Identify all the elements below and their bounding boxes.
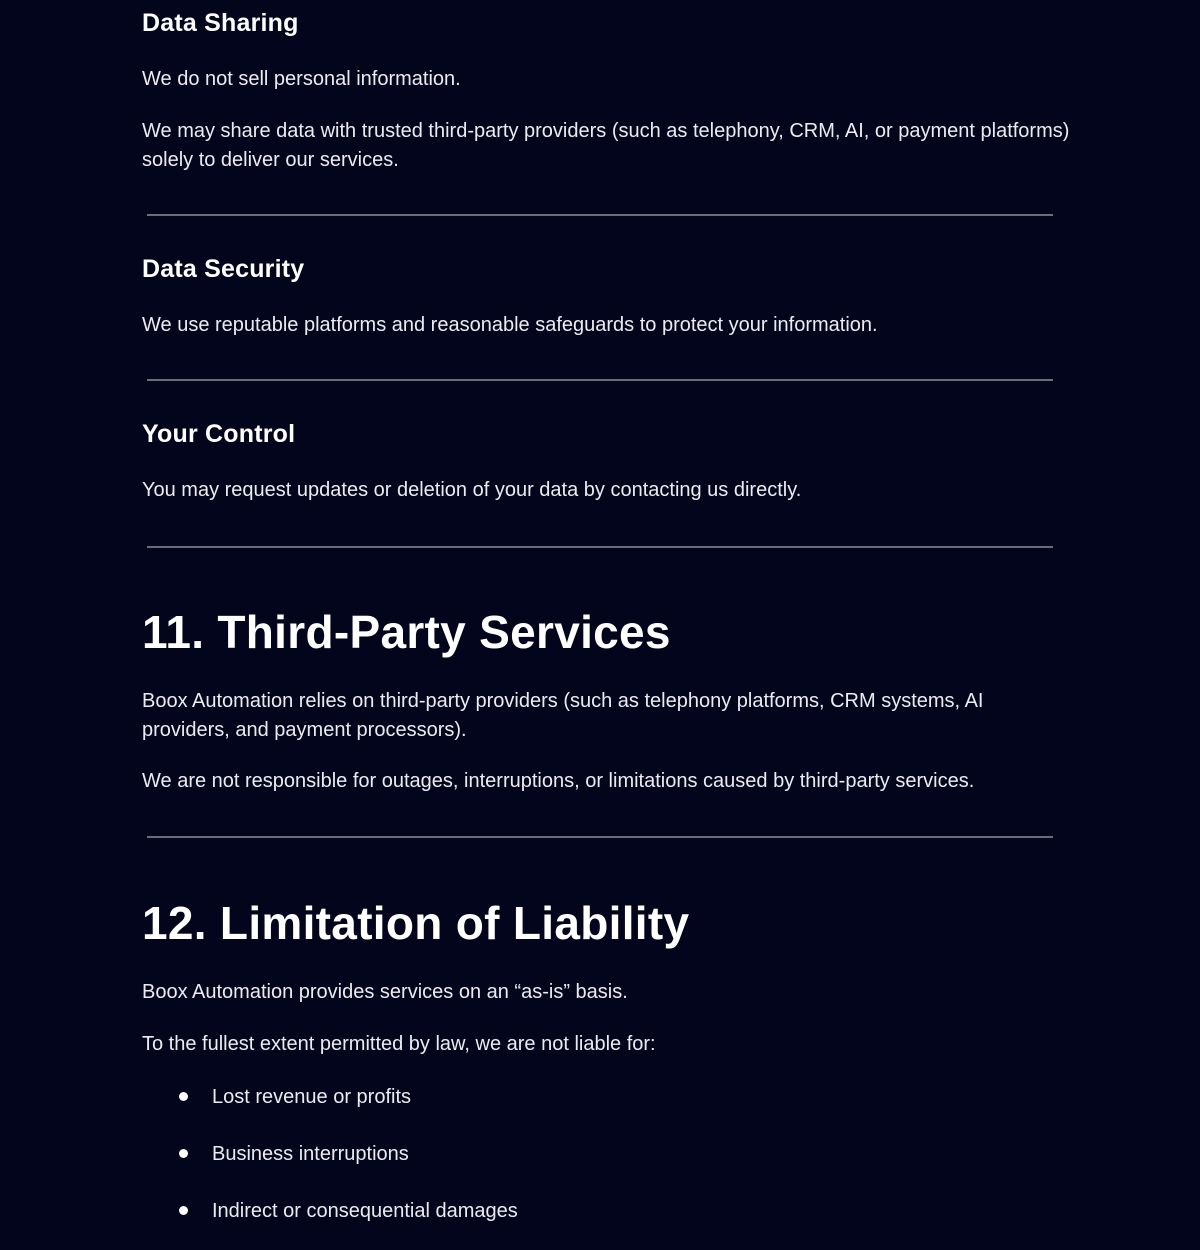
data-sharing-paragraph-1: We do not sell personal information. xyxy=(142,68,461,90)
liability-paragraph-2: To the fullest extent permitted by law, we are not liable for: xyxy=(142,1033,656,1055)
bullet-icon xyxy=(179,1092,188,1101)
list-item-text: Lost revenue or profits xyxy=(212,1086,411,1108)
data-sharing-paragraph-2: We may share data with trusted third-party providers (such as telephony, CRM, AI, or payment platforms) solely to deliver our services. xyxy=(142,120,1070,171)
third-party-paragraph-1: Boox Automation relies on third-party providers (such as telephony platforms, CRM systems, AI providers, and payment processors). xyxy=(142,690,984,741)
data-security-heading: Data Security xyxy=(142,255,305,283)
liability-paragraph-1: Boox Automation provides services on an “as-is” basis. xyxy=(142,981,628,1003)
list-item-text: Business interruptions xyxy=(212,1143,409,1165)
list-item-text: Indirect or consequential damages xyxy=(212,1200,518,1222)
your-control-paragraph: You may request updates or deletion of your data by contacting us directly. xyxy=(142,479,802,501)
section-divider xyxy=(147,379,1053,381)
third-party-paragraph-2: We are not responsible for outages, interruptions, or limitations caused by third-party services. xyxy=(142,770,975,792)
data-security-paragraph: We use reputable platforms and reasonable safeguards to protect your information. xyxy=(142,314,878,336)
limitation-of-liability-heading: 12. Limitation of Liability xyxy=(142,897,690,949)
bullet-icon xyxy=(179,1149,188,1158)
data-sharing-heading: Data Sharing xyxy=(142,9,299,37)
your-control-heading: Your Control xyxy=(142,420,296,448)
bullet-icon xyxy=(179,1206,188,1215)
section-divider xyxy=(147,836,1053,838)
section-divider xyxy=(147,546,1053,548)
third-party-services-heading: 11. Third-Party Services xyxy=(142,606,671,658)
section-divider xyxy=(147,214,1053,216)
